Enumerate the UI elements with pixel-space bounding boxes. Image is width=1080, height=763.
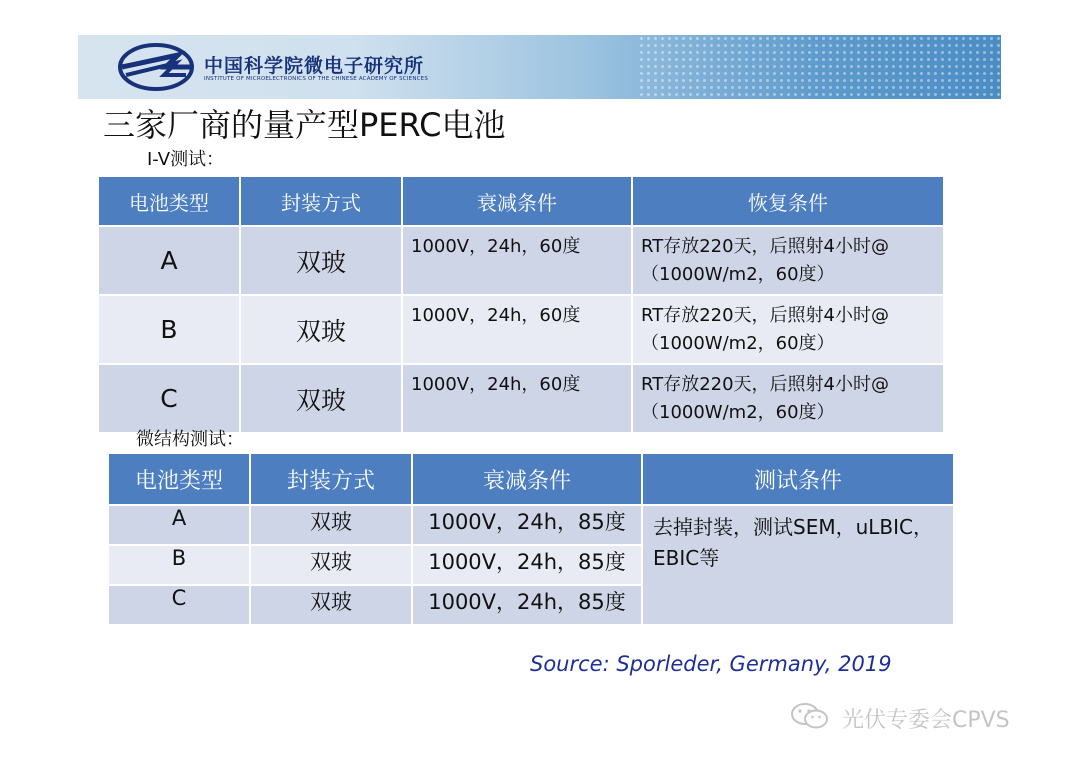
cell-cell-type: A [98, 226, 240, 295]
institute-logo-icon [116, 41, 196, 93]
microstructure-test-label: 微结构测试： [136, 429, 244, 450]
cell-degradation: 1000V，24h，60度 [402, 364, 632, 433]
cell-recovery: RT存放220天，后照射4小时@（1000W/m2，60度） [632, 295, 944, 364]
cell-encapsulation: 双玻 [240, 295, 402, 364]
cell-encapsulation: 双玻 [240, 226, 402, 295]
cell-cell-type: C [98, 364, 240, 433]
slide-title: 三家厂商的量产型PERC电池 [103, 106, 506, 144]
col-header: 封装方式 [240, 176, 402, 226]
cell-encapsulation: 双玻 [250, 545, 412, 585]
table-header-row [98, 176, 944, 226]
cell-encapsulation: 双玻 [240, 364, 402, 433]
table-header-row [108, 453, 954, 505]
cell-cell-type: C [108, 585, 250, 625]
org-name-cn: 中国科学院微电子研究所 [204, 55, 425, 77]
cell-cell-type: B [98, 295, 240, 364]
world-map-pattern [638, 35, 1001, 99]
iv-test-table [97, 175, 945, 434]
col-header: 恢复条件 [632, 176, 944, 226]
col-header: 电池类型 [98, 176, 240, 226]
col-header: 电池类型 [108, 453, 250, 505]
wechat-icon [788, 700, 834, 732]
cell-recovery: RT存放220天，后照射4小时@（1000W/m2，60度） [632, 226, 944, 295]
cell-encapsulation: 双玻 [250, 585, 412, 625]
microstructure-test-table [107, 452, 955, 626]
cell-degradation: 1000V，24h，60度 [402, 226, 632, 295]
cell-test-condition: 去掉封装，测试SEM，uLBIC，EBIC等 [642, 505, 954, 625]
col-header: 衰减条件 [402, 176, 632, 226]
cell-recovery: RT存放220天，后照射4小时@（1000W/m2，60度） [632, 364, 944, 433]
table-row [108, 505, 954, 545]
col-header: 衰减条件 [412, 453, 642, 505]
table-row [98, 364, 944, 433]
cell-cell-type: B [108, 545, 250, 585]
cell-degradation: 1000V，24h，85度 [412, 545, 642, 585]
source-citation: Source: Sporleder, Germany, 2019 [530, 652, 892, 676]
table-row [98, 295, 944, 364]
col-header: 封装方式 [250, 453, 412, 505]
watermark-text: 光伏专委会CPVS [842, 708, 1010, 733]
iv-test-label: I-V测试： [147, 149, 225, 170]
cell-cell-type: A [108, 505, 250, 545]
cell-degradation: 1000V，24h，85度 [412, 505, 642, 545]
org-name-en: INSTITUTE OF MICROELECTRONICS OF THE CHINESE ACADEMY OF SCIENCES [204, 76, 429, 82]
table-row [98, 226, 944, 295]
cell-encapsulation: 双玻 [250, 505, 412, 545]
cell-degradation: 1000V，24h，85度 [412, 585, 642, 625]
header-banner [78, 35, 1001, 99]
cell-degradation: 1000V，24h，60度 [402, 295, 632, 364]
col-header: 测试条件 [642, 453, 954, 505]
